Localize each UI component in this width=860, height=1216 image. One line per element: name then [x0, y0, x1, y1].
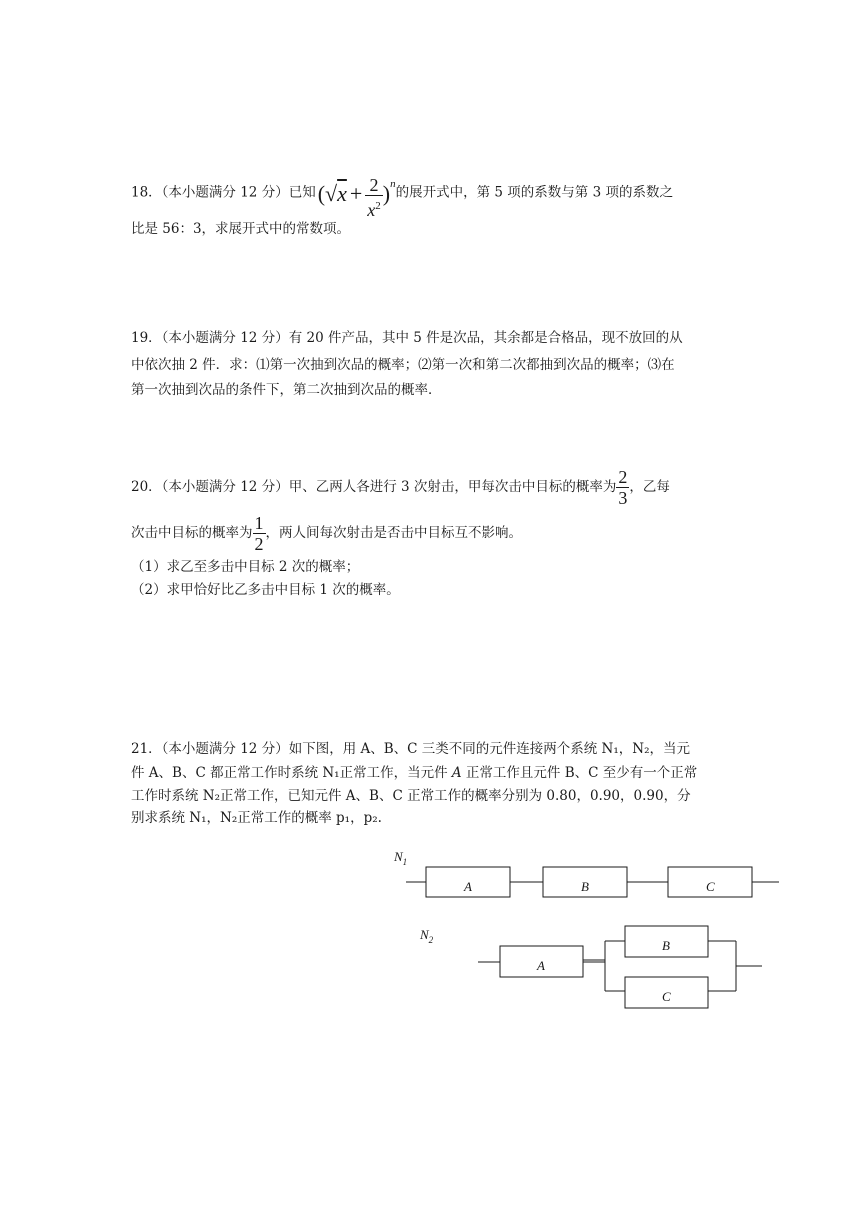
- q19-line1: 19．（本小题满分 12 分）有 20 件产品，其中 5 件是次品，其余都是合格品，现不放回的从: [131, 330, 683, 346]
- q20-part2: （2）求甲恰好比乙多击中目标 1 次的概率。: [131, 582, 400, 598]
- n1-box-c-label: C: [706, 879, 715, 894]
- q21-line3: 工作时系统 N₂正常工作，已知元件 A、B、C 正常工作的概率分别为 0.80，0.90，0.90，分: [131, 788, 691, 804]
- n2-box-a-label: A: [537, 958, 545, 973]
- n1-label: $N_1$: [394, 849, 408, 867]
- q18-tail: 的展开式中，第 5 项的系数与第 3 项的系数之: [395, 184, 673, 201]
- system-n2: [478, 926, 762, 1008]
- q18-line2: 比是 56：3，求展开式中的常数项。: [131, 221, 351, 237]
- q19-line3: 第一次抽到次品的条件下，第二次抽到次品的概率．: [131, 382, 442, 398]
- n2-box-c-label: C: [662, 989, 671, 1004]
- n2-box-b-label: B: [662, 938, 670, 953]
- n1-box-b-label: B: [581, 879, 589, 894]
- q21-line4: 别求系统 N₁，N₂正常工作的概率 p₁，p₂.: [131, 810, 382, 826]
- q19-line2: 中依次抽 2 件．求：⑴第一次抽到次品的概率；⑵第一次和第二次都抽到次品的概率；⑶在: [131, 357, 675, 373]
- q20-part1: （1）求乙至多击中目标 2 次的概率；: [131, 559, 360, 575]
- q18-formula: (√x + $\frac{2}{x^2}$ )$^n$: [317, 175, 396, 221]
- q20-fraction-1-2: $\frac{1}{2}$: [254, 513, 264, 554]
- q18-head: 18．（本小题满分 12 分）已知: [131, 184, 316, 201]
- system-n1: [406, 867, 779, 897]
- q20-line2: 次击中目标的概率为 $\frac{1}{2}$ ，两人间每次射击是否击中目标互不影响。: [131, 513, 522, 554]
- q21-line2: 件 A、B、C 都正常工作时系统 N₁正常工作，当元件 A 正常工作且元件 B、C 至少有一个正常: [131, 765, 698, 781]
- q21-line1: 21．（本小题满分 12 分）如下图，用 A、B、C 三类不同的元件连接两个系统 N₁，N₂，当元: [131, 741, 691, 757]
- q18-fraction: $\frac{2}{x^2}$: [367, 175, 381, 221]
- q20-line1: 20．（本小题满分 12 分）甲、乙两人各进行 3 次射击，甲每次击中目标的概率为 $\frac{2}{3}$ ，乙每: [131, 467, 670, 508]
- q20-fraction-2-3: $\frac{2}{3}$: [618, 467, 628, 508]
- n2-label: $N_2$: [420, 927, 434, 945]
- n1-box-a-label: A: [464, 879, 472, 894]
